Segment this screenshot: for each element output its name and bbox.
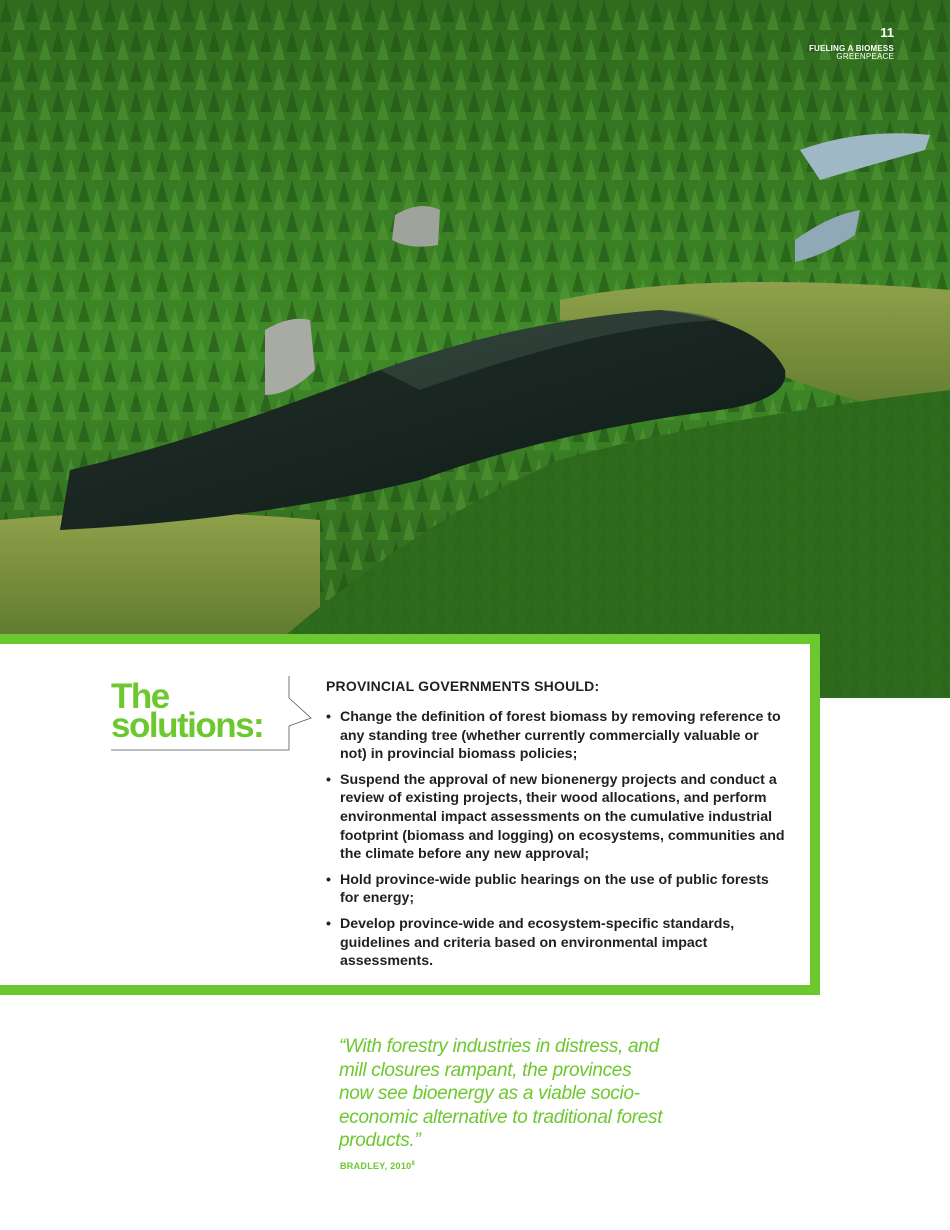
bullet-icon: •: [326, 771, 331, 788]
page-header: [809, 26, 894, 61]
list-item: [326, 915, 786, 971]
quote-source: BRADLEY, 2010: [340, 1161, 412, 1171]
list-item-text: Hold province-wide public hearings on the use of public forests for energy;: [340, 871, 769, 907]
list-item: [326, 871, 786, 908]
list-item: [326, 771, 786, 864]
solutions-panel: [0, 634, 820, 995]
list-item-text: Suspend the approval of new bionenergy projects and conduct a review of existing projects, their wood allocations, and perform environmental impact assessments on the cumulative industrial footprint (biomass and logging) on ecosystems, communities and the climate before any new approval;: [340, 771, 785, 863]
list-item: [326, 708, 786, 764]
quote-citation: [340, 1161, 415, 1171]
list-item-text: Develop province-wide and ecosystem-specific standards, guidelines and criteria based on environmental impact assessments.: [340, 915, 735, 970]
page-number: 11: [880, 25, 894, 40]
solutions-heading: PROVINCIAL GOVERNMENTS SHOULD:: [326, 678, 600, 694]
bullet-icon: •: [326, 871, 331, 888]
pull-quote: “With forestry industries in distress, and mill closures rampant, the provinces now see bioenergy as a viable socio-economic alternative to traditional forest products.”: [339, 1036, 663, 1151]
solutions-title-line2: solutions:: [111, 706, 264, 745]
solutions-panel-body: [0, 644, 810, 985]
publication-title: FUELING A BIOMESS: [808, 43, 894, 53]
solutions-title-line1: The: [111, 677, 169, 716]
bullet-icon: •: [326, 709, 331, 725]
list-item-text: Change the definition of forest biomass by removing reference to any standing tree (whether currently commercially valuable or not) in provincial biomass policies;: [340, 709, 781, 763]
bullet-icon: •: [326, 915, 331, 932]
footnote-reference: 8: [411, 1161, 416, 1167]
solutions-list: [326, 708, 786, 978]
callout-bracket-icon: [111, 676, 316, 752]
organization-name: GREENPEACE: [836, 52, 894, 62]
